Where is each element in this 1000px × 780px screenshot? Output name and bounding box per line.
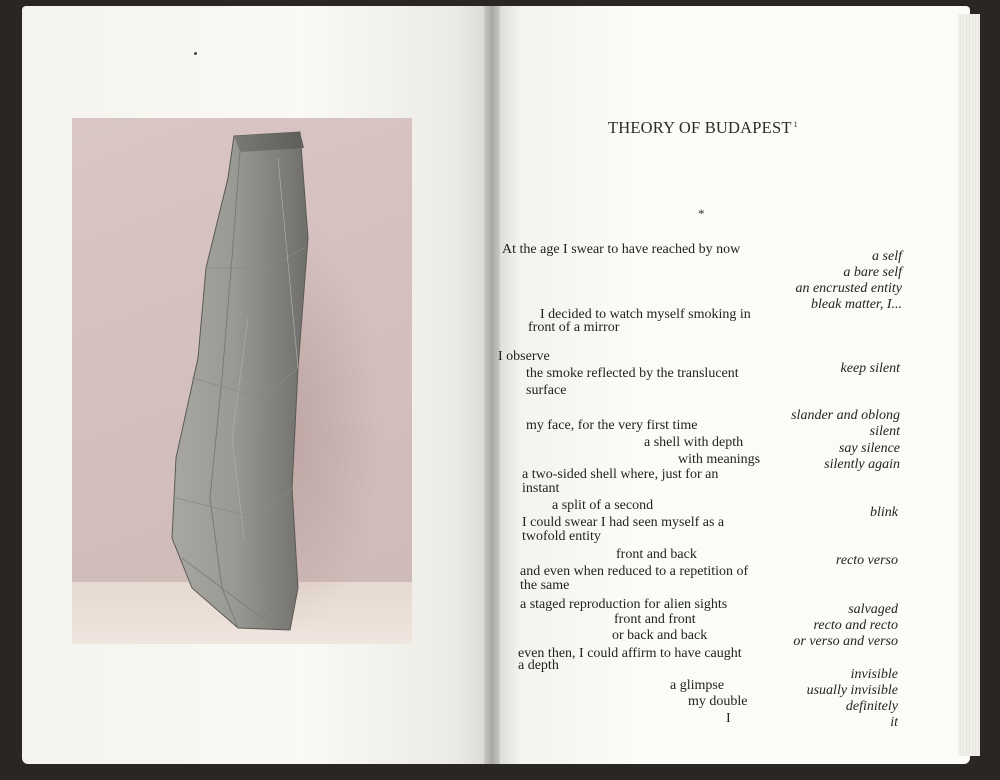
poem-title-text: THEORY OF BUDAPEST [608,118,792,137]
margin-line: an encrusted entity [795,281,902,296]
margin-line: keep silent [840,361,900,376]
poem-line: with meanings [678,452,761,467]
poem-line: I decided to watch myself smoking in [540,307,751,322]
book-gutter [484,6,500,764]
poem-line: twofold entity [522,529,601,544]
poem-line: the same [520,578,570,593]
margin-line: recto verso [835,553,898,568]
margin-line: a self [872,249,902,264]
margin-line: blink [870,505,898,520]
poem-line: instant [522,481,560,496]
poem-line: and even when reduced to a repetition of [520,564,749,579]
poem-line: even then, I could affirm to have caught [518,646,742,661]
margin-line: it [890,715,898,730]
margin-line: silently again [824,457,900,472]
margin-line: a bare self [843,265,902,280]
stone-sculpture [72,118,412,644]
margin-line: or verso and verso [793,634,898,649]
poem-line: a two-sided shell where, just for an [522,467,719,482]
poem-line: the smoke reflected by the translucent [526,366,739,381]
margin-line: say silence [838,441,900,456]
section-asterisk: * [698,206,705,221]
poem-line: surface [526,383,567,398]
poem-line: a staged reproduction for alien sights [520,597,728,612]
sculpture-photo [72,118,412,644]
poem-line: a shell with depth [644,435,744,450]
poem-line: I observe [498,349,550,364]
poem-line: a glimpse [670,678,725,693]
poem-line: front and back [616,547,697,562]
margin-line: slander and oblong [791,408,900,423]
poem-line: At the age I swear to have reached by now [502,242,741,257]
page-edges [958,14,980,756]
margin-line: recto and recto [813,618,898,633]
poem-line: or back and back [612,628,708,643]
poem-line: front of a mirror [528,320,620,335]
margin-line: silent [869,424,900,439]
poem-line: a split of a second [552,498,654,513]
poem-title [608,118,798,138]
margin-line: bleak matter, I... [811,297,902,312]
paper-speck [194,52,197,55]
poem-line: my double [688,694,748,709]
margin-line: salvaged [848,602,898,617]
margin-line: usually invisible [806,683,898,698]
poem-line: I [726,711,731,726]
poem-line: my face, for the very first time [526,418,698,433]
margin-line: definitely [845,699,898,714]
poem-line: a depth [518,658,559,673]
footnote-mark: 1 [793,119,798,129]
margin-line: invisible [850,667,898,682]
poem-line: I could swear I had seen myself as a [522,515,725,530]
poem-line: front and front [614,612,696,627]
